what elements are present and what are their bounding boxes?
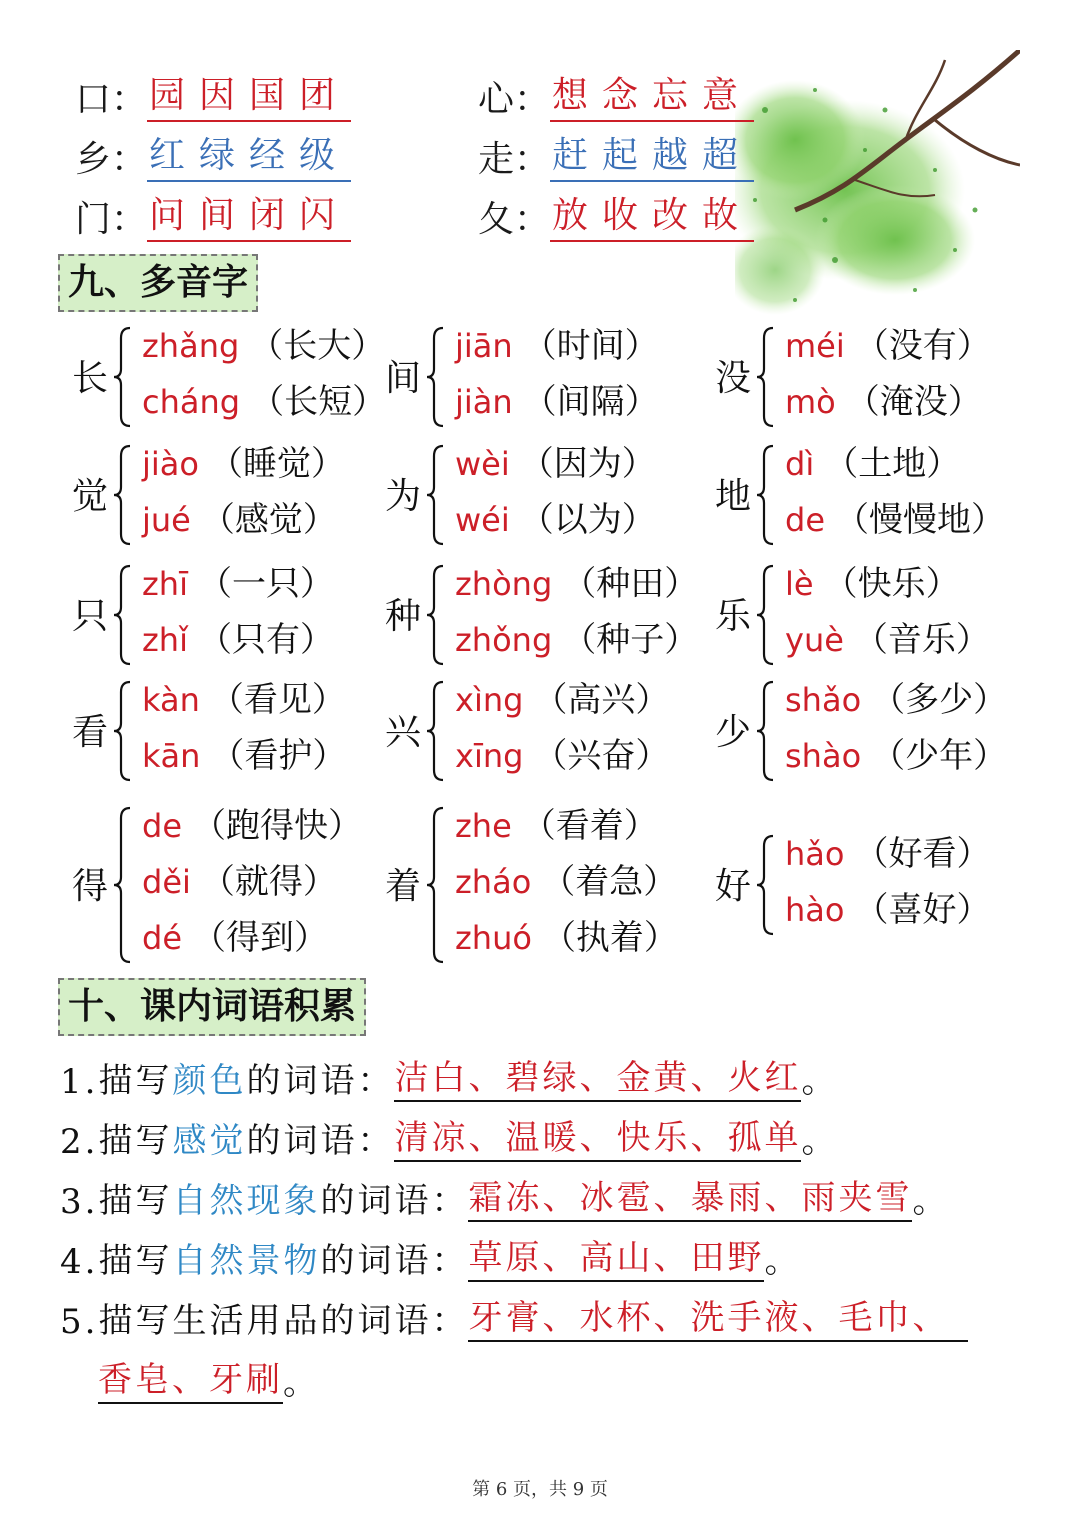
polyphone-reading [142,436,345,485]
brace-icon [425,680,447,782]
polyphone-reading [455,910,678,959]
example-word: （执着） [541,918,678,958]
polyphone-reading [142,854,337,903]
polyphone-reading [785,882,990,931]
polyphone-reading [142,728,346,777]
polyphone-group [385,556,699,668]
pinyin-text: zhuó [455,919,532,957]
polyphone-reading [142,492,337,541]
polyphone-character: 为 [385,476,422,517]
pinyin-text: jué [142,501,191,539]
pinyin-text: hǎo [785,835,845,873]
vocab-highlight: 自然景物 [172,1241,321,1281]
example-word: （音乐） [853,620,990,660]
vocab-number: 2. [60,1122,99,1162]
radical-chars: 想念忘意 [550,67,754,122]
polyphone-group [715,826,1015,938]
page-footer: 第 6 页，共 9 页 [472,1479,608,1500]
polyphone-group [72,318,387,430]
radical-row [478,186,754,242]
polyphone-group [715,672,1015,784]
polyphone-reading [455,672,669,721]
example-word: （高兴） [533,680,670,720]
polyphone-reading [142,612,334,661]
example-word: （种田） [562,564,699,604]
polyphone-reading [142,672,346,721]
example-word: （就得） [200,862,337,902]
polyphone-group [385,798,685,966]
pinyin-text: hào [785,891,845,929]
polyphone-character: 好 [715,866,752,907]
pinyin-text: méi [785,327,845,365]
polyphone-reading [785,826,990,875]
vocab-answer: 洁白、碧绿、金黄、火红 [394,1050,801,1102]
example-word: （多少） [871,680,1008,720]
polyphone-reading [455,318,659,367]
radical-row [478,66,754,122]
radical-chars: 园因国团 [147,67,351,122]
polyphone-reading [455,556,698,605]
brace-icon [112,564,134,666]
brace-icon [425,806,447,964]
vocab-answer: 草原、高山、田野 [468,1230,764,1282]
radical-row [75,66,351,122]
polyphone-group [72,672,372,784]
example-word: （一只） [197,564,334,604]
vocab-line-5 [60,1290,968,1342]
polyphone-group [385,672,685,784]
pinyin-text: yuè [785,621,844,659]
example-word: （得到） [192,918,328,958]
brace-icon [755,680,777,782]
vocab-suffix: 的词语： [320,1241,469,1281]
pinyin-text: kān [142,737,201,775]
brace-icon [112,680,134,782]
pinyin-text: jiàn [455,383,513,421]
polyphone-character: 着 [385,866,422,907]
polyphone-reading [785,318,991,367]
pinyin-text: lè [785,565,814,603]
example-word: （时间） [522,326,659,366]
example-word: （喜好） [854,890,991,930]
polyphone-group [715,318,1015,430]
polyphone-reading [455,374,659,423]
example-word: （土地） [824,444,961,484]
polyphone-character: 间 [385,358,422,399]
vocab-line-1 [60,1050,838,1102]
polyphone-character: 只 [72,596,109,637]
brace-icon [755,564,777,666]
vocab-line-3 [60,1170,949,1222]
pinyin-text: wéi [455,501,510,539]
brace-icon [112,326,134,428]
vocab-answer: 清凉、温暖、快乐、孤单 [394,1110,801,1162]
polyphone-group [715,436,1015,548]
vocab-end: 。 [801,1121,839,1161]
vocab-answer: 霜冻、冰雹、暴雨、雨夹雪 [468,1170,912,1222]
vocab-highlight: 颜色 [172,1061,247,1101]
polyphone-character: 地 [715,476,752,517]
pinyin-text: de [142,807,182,845]
example-word: （看护） [210,736,347,776]
vocab-suffix: 的词语： [320,1181,469,1221]
pinyin-text: děi [142,863,191,901]
polyphone-character: 看 [72,712,109,753]
pinyin-text: zhǒng [455,621,553,659]
polyphone-reading [142,910,328,959]
pinyin-text: zhī [142,565,188,603]
example-word: （慢慢地） [835,500,1005,540]
radical-chars: 红绿经级 [147,127,351,182]
vocab-prefix: 描写生活用品的词语： [98,1301,469,1341]
vocab-answer: 牙膏、水杯、洗手液、毛巾、 [468,1290,968,1342]
polyphone-reading [142,318,385,367]
brace-icon [425,564,447,666]
vocab-prefix: 描写 [98,1061,173,1101]
radical-label: 走： [478,139,551,180]
example-word: （间隔） [522,382,659,422]
polyphone-group [385,436,685,548]
vocab-number: 1. [60,1062,99,1102]
vocab-prefix: 描写 [98,1241,173,1281]
tree-branch-illustration [735,50,1020,335]
example-word: （长短） [250,382,387,422]
example-word: （跑得快） [192,806,362,846]
radical-chars: 问间闭闪 [147,187,351,242]
polyphone-reading [785,374,982,423]
polyphone-group [72,798,372,966]
vocab-number: 4. [60,1242,99,1282]
example-word: （感觉） [200,500,337,540]
radical-row [75,186,351,242]
polyphone-character: 乐 [715,596,752,637]
section-heading-polyphones: 九、多音字 [58,254,258,312]
radical-label: 心： [478,79,551,120]
polyphone-reading [785,492,1005,541]
example-word: （好看） [854,834,991,874]
radical-chars: 赶起越超 [550,127,754,182]
polyphone-group [72,436,372,548]
polyphone-reading [785,436,960,485]
pinyin-text: zhe [455,807,512,845]
brace-icon [112,806,134,964]
example-word: （少年） [871,736,1008,776]
example-word: （着急） [541,862,678,902]
polyphone-reading [785,728,1007,777]
vocab-line-5-continued [98,1352,320,1404]
section-heading-vocabulary: 十、课内词语积累 [58,978,366,1036]
polyphone-character: 没 [715,358,752,399]
polyphone-group [72,556,372,668]
pinyin-text: shào [785,737,862,775]
polyphone-reading [455,798,658,847]
pinyin-text: jiào [142,445,199,483]
brace-icon [755,444,777,546]
pinyin-text: cháng [142,383,241,421]
pinyin-text: zhǎng [142,327,240,365]
polyphone-reading [142,374,386,423]
vocab-line-2 [60,1110,838,1162]
polyphone-reading [455,728,669,777]
example-word: （种子） [562,620,699,660]
vocab-prefix: 描写 [98,1121,173,1161]
vocab-number: 3. [60,1182,99,1222]
polyphone-reading [785,556,960,605]
example-word: （看见） [209,680,346,720]
radical-label: 口： [75,79,148,120]
polyphone-reading [142,798,362,847]
brace-icon [755,834,777,936]
vocab-line-4 [60,1230,801,1282]
polyphone-character: 少 [715,712,752,753]
vocab-end: 。 [801,1061,839,1101]
pinyin-text: zhǐ [142,621,188,659]
vocab-highlight: 自然现象 [172,1181,321,1221]
polyphone-reading [455,492,656,541]
example-word: （只有） [197,620,334,660]
pinyin-text: dé [142,919,182,957]
example-word: （快乐） [823,564,960,604]
brace-icon [425,444,447,546]
polyphone-reading [455,436,656,485]
example-word: （没有） [854,326,991,366]
radical-chars: 放收改故 [550,187,754,242]
polyphone-reading [785,612,990,661]
pinyin-text: xìng [455,681,524,719]
pinyin-text: xīng [455,737,524,775]
polyphone-reading [455,612,698,661]
pinyin-text: shǎo [785,681,862,719]
polyphone-character: 觉 [72,476,109,517]
pinyin-text: dì [785,445,815,483]
example-word: （看着） [521,806,658,846]
vocab-answer: 香皂、牙刷 [98,1352,283,1404]
vocab-suffix: 的词语： [246,1121,395,1161]
brace-icon [112,444,134,546]
vocab-highlight: 感觉 [172,1121,247,1161]
brace-icon [755,326,777,428]
polyphone-character: 得 [72,866,109,907]
radical-row [478,126,754,182]
vocab-end: 。 [912,1181,950,1221]
example-word: （以为） [519,500,656,540]
polyphone-character: 种 [385,596,422,637]
example-word: （淹没） [845,382,982,422]
polyphone-group [385,318,685,430]
radical-row [75,126,351,182]
example-word: （长大） [249,326,386,366]
polyphone-reading [785,672,1007,721]
pinyin-text: zháo [455,863,532,901]
example-word: （兴奋） [533,736,670,776]
pinyin-text: wèi [455,445,510,483]
polyphone-group [715,556,1015,668]
example-word: （因为） [519,444,656,484]
vocab-end: 。 [283,1363,320,1403]
radical-label: 夂： [478,199,551,240]
vocab-prefix: 描写 [98,1181,173,1221]
pinyin-text: zhòng [455,565,553,603]
pinyin-text: mò [785,383,836,421]
pinyin-text: kàn [142,681,200,719]
vocab-suffix: 的词语： [246,1061,395,1101]
vocab-end: 。 [764,1241,802,1281]
radical-label: 乡： [75,139,148,180]
polyphone-character: 兴 [385,712,422,753]
example-word: （睡觉） [208,444,345,484]
pinyin-text: de [785,501,825,539]
radical-label: 门： [75,199,148,240]
polyphone-reading [142,556,334,605]
pinyin-text: jiān [455,327,513,365]
vocab-number: 5. [60,1302,99,1342]
brace-icon [425,326,447,428]
polyphone-reading [455,854,677,903]
polyphone-character: 长 [72,358,109,399]
